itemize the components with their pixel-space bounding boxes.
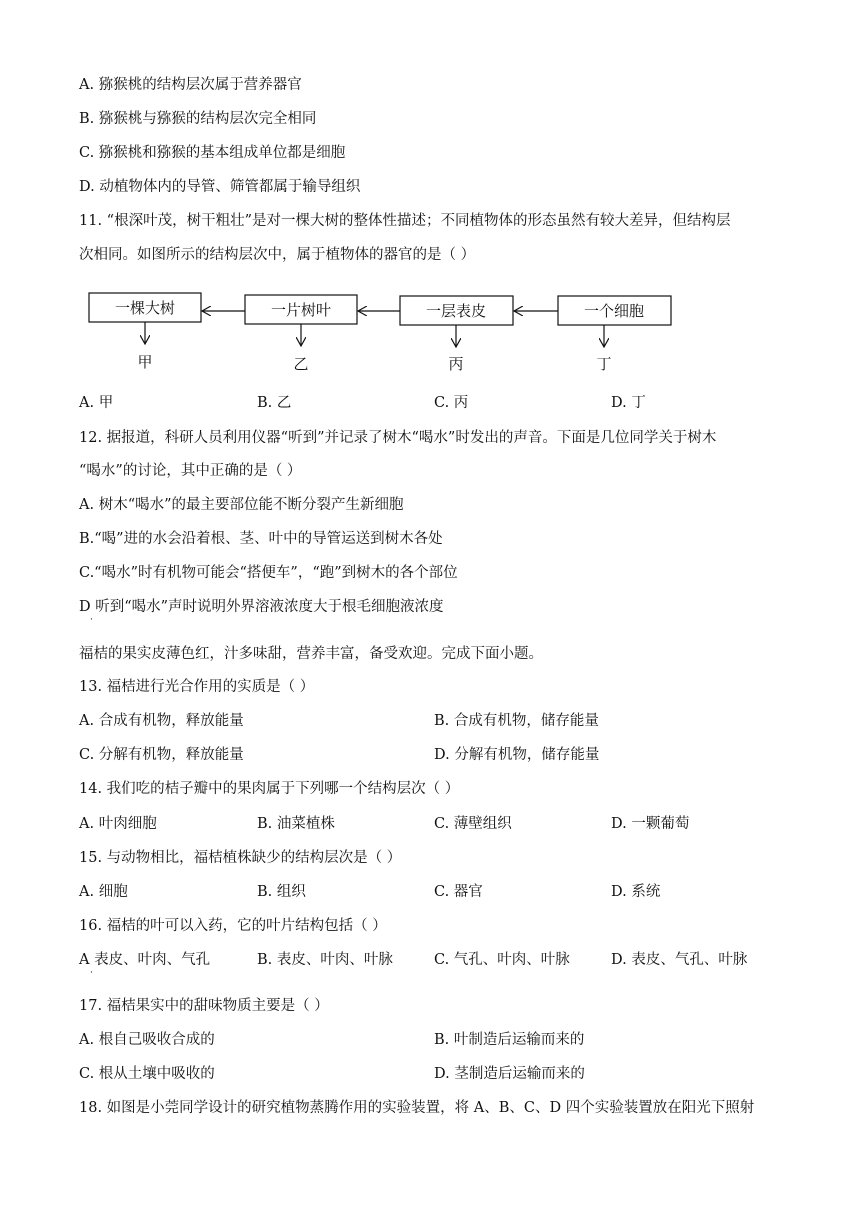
q10-option-a: A. 猕猴桃的结构层次属于营养器官 (79, 77, 302, 93)
q12-stem-line2: “喝水”的讨论，其中正确的是（ ） (79, 463, 302, 479)
q17-option-d: D. 茎制造后运输而来的 (434, 1066, 585, 1082)
q16-option-d: D. 表皮、气孔、叶脉 (611, 952, 748, 968)
q11-stem-line2: 次相同。如图所示的结构层次中，属于植物体的器官的是（ ） (79, 247, 476, 263)
q13-option-d: D. 分解有机物，储存能量 (434, 747, 600, 763)
q15-option-d: D. 系统 (611, 884, 661, 900)
q11-option-d: D. 丁 (611, 395, 646, 411)
label-bing: 丙 (448, 355, 464, 373)
q15-option-a: A. 细胞 (79, 884, 128, 900)
q12-option-d: D 听到“喝水”声时说明外界溶液浓度大于根毛细胞液浓度 (79, 599, 444, 615)
q14-stem: 14. 我们吃的桔子瓣中的果肉属于下列哪一个结构层次（ ） (79, 781, 460, 797)
box-epidermis-label: 一层表皮 (425, 302, 487, 320)
structure-hierarchy-diagram (80, 290, 680, 380)
q16-option-c: C. 气孔、叶肉、叶脉 (434, 952, 570, 968)
q15-option-b: B. 组织 (257, 884, 306, 900)
group-intro: 福桔的果实皮薄色红，汁多味甜，营养丰富，备受欢迎。完成下面小题。 (79, 646, 543, 662)
q11-option-b: B. 乙 (257, 395, 292, 411)
q10-option-b: B. 猕猴桃与猕猴的结构层次完全相同 (79, 111, 317, 127)
q15-option-c: C. 器官 (434, 884, 483, 900)
q14-option-d: D. 一颗葡萄 (611, 816, 690, 832)
q12-option-a: A. 树木“喝水”的最主要部位能不断分裂产生新细胞 (79, 497, 404, 513)
q17-option-a: A. 根自己吸收合成的 (79, 1032, 215, 1048)
q17-option-b: B. 叶制造后运输而来的 (434, 1032, 585, 1048)
q14-option-b: B. 油菜植株 (257, 816, 335, 832)
box-leaf-label: 一片树叶 (270, 301, 332, 319)
q16-option-a: A 表皮、叶肉、气孔 (79, 952, 211, 968)
q13-option-c: C. 分解有机物，释放能量 (79, 747, 244, 763)
q11-option-c: C. 丙 (434, 395, 469, 411)
q10-option-c: C. 猕猴桃和猕猴的基本组成单位都是细胞 (79, 145, 346, 161)
q17-stem: 17. 福桔果实中的甜味物质主要是（ ） (79, 998, 329, 1014)
q13-option-a: A. 合成有机物，释放能量 (79, 713, 244, 729)
label-ding: 丁 (596, 355, 612, 373)
label-jia: 甲 (137, 353, 153, 371)
q12-option-c: C.“喝水”时有机物可能会“搭便车”，“跑”到树木的各个部位 (79, 565, 458, 581)
q13-option-b: B. 合成有机物，储存能量 (434, 713, 599, 729)
label-yi: 乙 (293, 355, 309, 373)
q15-stem: 15. 与动物相比，福桔植株缺少的结构层次是（ ） (79, 850, 402, 866)
box-cell-label: 一个细胞 (583, 302, 645, 320)
q12-option-b: B.“喝”进的水会沿着根、茎、叶中的导管运送到树木各处 (79, 531, 443, 547)
stray-dot: · (90, 615, 93, 625)
q16-option-b: B. 表皮、叶肉、叶脉 (257, 952, 393, 968)
stray-dot: · (90, 968, 93, 978)
q17-option-c: C. 根从土壤中吸收的 (79, 1066, 215, 1082)
q10-option-d: D. 动植物体内的导管、筛管都属于输导组织 (79, 179, 361, 195)
q11-option-a: A. 甲 (79, 395, 114, 411)
q12-stem-line1: 12. 据报道，科研人员利用仪器“听到”并记录了树木“喝水”时发出的声音。下面是几位同学关于树木 (79, 430, 717, 446)
q13-stem: 13. 福桔进行光合作用的实质是（ ） (79, 679, 315, 695)
q14-option-a: A. 叶肉细胞 (79, 816, 157, 832)
box-tree-label: 一棵大树 (114, 299, 176, 317)
q18-stem-line1: 18. 如图是小莞同学设计的研究植物蒸腾作用的实验装置，将 A、B、C、D 四个实验装置放在阳光下照射 (79, 1100, 755, 1116)
q14-option-c: C. 薄壁组织 (434, 816, 512, 832)
q11-stem-line1: 11. “根深叶茂，树干粗壮”是对一棵大树的整体性描述；不同植物体的形态虽然有较大差异，但结构层 (79, 213, 731, 229)
q16-stem: 16. 福桔的叶可以入药，它的叶片结构包括（ ） (79, 918, 387, 934)
